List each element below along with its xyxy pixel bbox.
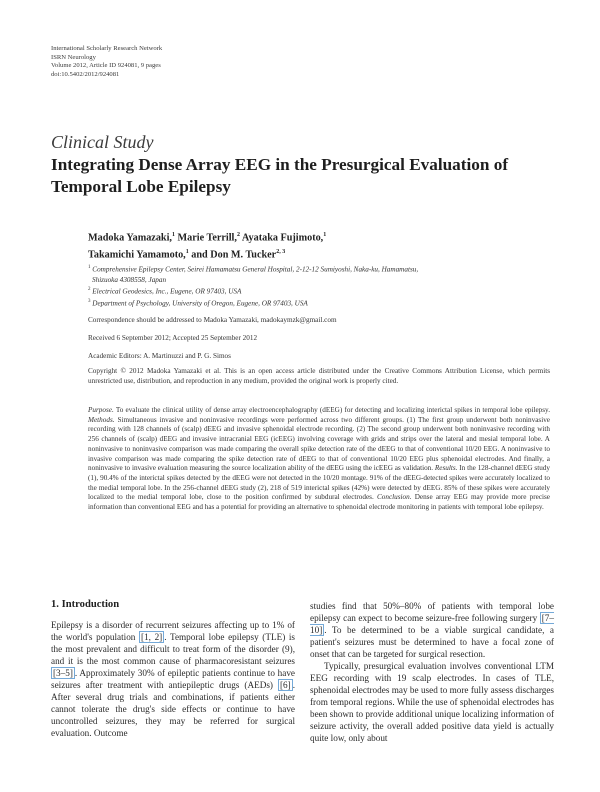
body-column-left	[51, 619, 295, 739]
citation-link[interactable]: [7–10]	[310, 613, 554, 635]
author: Marie Terrill,	[177, 232, 237, 244]
paragraph: Typically, presurgical evaluation involves conventional LTM EEG recording with 19 scalp electrodes. In cases of TLE, sphenoidal electrodes may be used to more fully assess discharges from temporal regions. While the use of sphenoidal electrodes has been shown to provide additional unique localizing information of seizure activity, the overall added positive data yield is actually quite low, only about	[310, 661, 554, 743]
abstract-methods-label: Methods.	[88, 415, 115, 424]
abstract	[88, 406, 550, 513]
author: Madoka Yamazaki,	[88, 232, 172, 244]
paragraph: Epilepsy is a disorder of recurrent seizures affecting up to 1% of the world's population [1, 2] . Temporal lobe epilepsy (TLE) is the most prevalent and difficult to treat form of the disorder (9), and it is the most common cause of pharmacoresistant seizures [3–5] . Approximately 30% of epileptic patients continue to have seizures after treatment with antiepileptic drugs (AEDs) [6] . After several drug trials and combinations, if patients either cannot tolerate the drug's side effects or continue to have uncontrolled seizures, they may be referred for surgical evaluation. Outcome	[51, 620, 295, 738]
received-dates: Received 6 September 2012; Accepted 25 September 2012	[88, 334, 258, 342]
correspondence: Correspondence should be addressed to Madoka Yamazaki, madokaymzk@gmail.com	[88, 316, 337, 324]
journal-name: International Scholarly Research Network	[51, 45, 163, 52]
body-column-right	[310, 600, 554, 744]
abstract-methods: Simultaneous invasive and noninvasive recordings were performed across two different groups. (1) The first group underwent both noninvasive recording with 128 channels of (scalp) dEEG and invasive sphenoidal electrode recording. (2) The second group underwent both noninvasive recording with 256 channels of (scalp) dEEG and invasive intracranial EEG (icEEG) involving coverage with grids and strips over the lateral and mesial temporal lobe. A noninvasive to noninvasive comparison was made comparing the overall spike detection rate of the dEEG to that of conventional 10/20 EEG. A noninvasive to invasive comparison was made comparing the spike detection rate of dEEG to that of conventional 10/20 EEG plus sphenoidal electrodes. And finally, a noninvasive to invasive evaluation measuring the source localization ability of the dEEG using the icEEG as validation.	[88, 415, 550, 473]
journal-subname: ISRN Neurology	[51, 53, 96, 61]
copyright-notice: Copyright © 2012 Madoka Yamazaki et al. This is an open access article distributed under the Creative Commons Attribution License, which permits unrestricted use, distribution, and reproduction in any medium, provided the original work is properly cited.	[88, 367, 550, 385]
journal-volume: Volume 2012, Article ID 924081, 9 pages	[51, 62, 161, 70]
section-heading-introduction: 1. Introduction	[51, 599, 120, 610]
abstract-purpose: To evaluate the clinical utility of dense array electroencephalography (dEEG) for detecting and localizing interictal spikes in temporal lobe epilepsy.	[113, 406, 550, 414]
citation-link[interactable]: [6]	[279, 680, 291, 690]
journal-header	[51, 45, 162, 79]
article-type: Clinical Study	[51, 132, 154, 152]
paper-title: Integrating Dense Array EEG in the Presurgical Evaluation of Temporal Lobe Epilepsy	[51, 155, 509, 196]
academic-editors: Academic Editors: A. Martinuzzi and P. G. Simos	[88, 352, 231, 360]
author: Takamichi Yamamoto,	[88, 249, 186, 261]
affiliation-1-cont: Shizuoka 4308558, Japan	[92, 275, 167, 284]
citation-link[interactable]: [1, 2]	[141, 632, 163, 642]
affiliations	[88, 263, 548, 309]
paragraph: studies find that 50%–80% of patients with temporal lobe epilepsy can expect to become seizure-free following surgery [7–10] . To be determined to be a viable surgical candidate, a patient's seizures must be determined to have a focal zone of onset that can be targeted for surgical resection.	[310, 601, 554, 659]
abstract-results: In the 128-channel dEEG study (1), 90.4% of the interictal spikes detected by the dEEG were not detected in the 10/20 montage. 91% of the dEEG-detected spikes were accurately localized to the medial temporal lobe. In the 256-channel dEEG study (2), 218 of 519 interictal spikes (42%) were detected by dEEG. 85% of these spikes were accurately localized to the medial temporal lobe, close to the position confirmed by subdural electrodes.	[88, 464, 550, 502]
affiliation-3: $^3$ Department of Psychology, University of Oregon, Eugene, OR 97403, USA	[88, 299, 308, 308]
author: and Don M. Tucker	[191, 249, 277, 261]
citation-link[interactable]: [3–5]	[53, 668, 73, 678]
author: Ayataka Fujimoto,	[241, 232, 324, 244]
abstract-purpose-label: Purpose.	[88, 406, 114, 414]
affiliation-1: $^1$ Comprehensive Epilepsy Center, Seirei Hamamatsu General Hospital, 2-12-12 Sumiyoshi, Naka-ku, Hamamatsu,	[88, 265, 419, 274]
abstract-results-label: Results.	[434, 464, 458, 473]
affiliation-2: $^2$ Electrical Geodesics, Inc., Eugene, OR 97403, USA	[88, 287, 242, 296]
journal-doi: doi:10.5402/2012/924081	[51, 70, 120, 78]
abstract-conclusion-label: Conclusion.	[376, 493, 412, 502]
author-list: Madoka Yamazaki,$^1$ Marie Terrill,$^2$ Ayataka Fujimoto,$^1$ Takamichi Yamamoto,$^1$ and Don M. Tucker$^{2, 3}$	[88, 232, 327, 261]
abstract-conclusion: Dense array EEG may provide more precise information than conventional EEG and has a potential for providing an alternative to sphenoidal electrode monitoring in patients with temporal lobe epilepsy.	[88, 493, 550, 512]
